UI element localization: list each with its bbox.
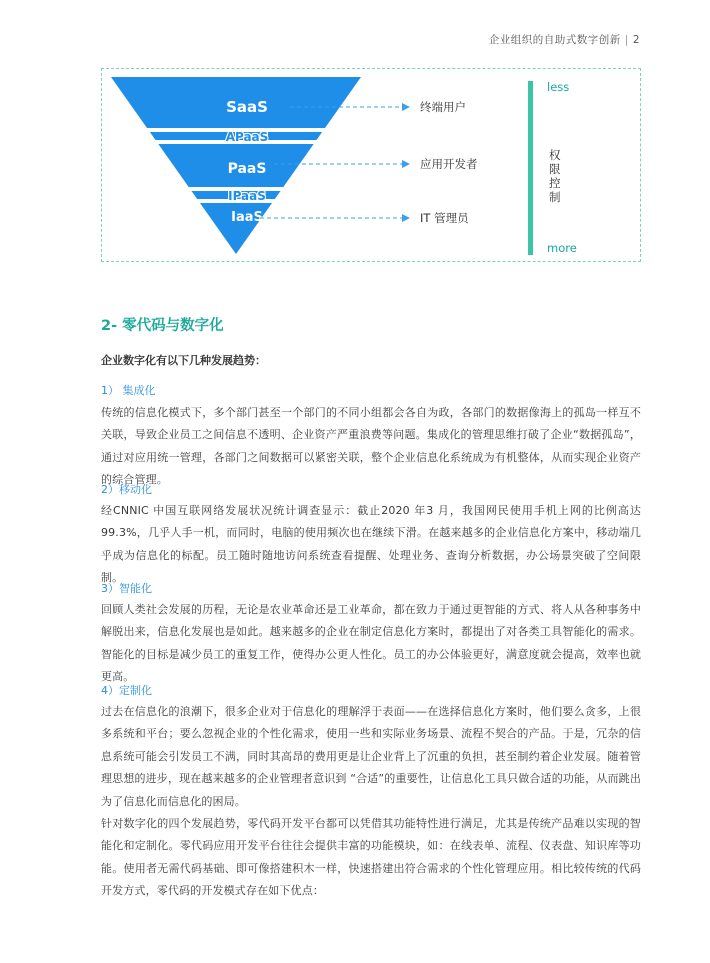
trend-heading-integration: 1） 集成化	[101, 384, 156, 397]
permission-control-label	[549, 148, 561, 204]
page-number: 2	[632, 34, 640, 46]
closing-paragraph: 针对数字化的四个发展趋势，零代码开发平台都可以凭借其功能特性进行满足，尤其是传统产品难以实现的智能化和定制化。零代码应用开发平台往往会提供丰富的功能模块，如：在线表单、流程、仪表盘、知识库等功能。使用者无需代码基础、即可像搭建积木一样，快速搭建出符合需求的个性化管理应用。相比较传统的代码开发方式，零代码的开发模式存在如下优点：	[101, 817, 641, 898]
page-header	[489, 32, 640, 47]
trend-heading-intelligent: 3）智能化	[101, 582, 152, 595]
inverted-pyramid-svg	[102, 69, 642, 263]
trend-text-intelligent: 回顾人类社会发展的历程，无论是农业革命还是工业革命，都在致力于通过更智能的方式、将人从各种事务中解脱出来，信息化发展也是如此。越来越多的企业在制定信息化方案时，都提出了对各类工具智能化的需求。智能化的目标是减少员工的重复工作，使得办公更人性化。员工的办公体验更好，满意度就会提高，效率也就更高。	[101, 603, 641, 684]
permission-control-char: 控	[549, 176, 561, 190]
layer-label-paas: PaaS	[227, 161, 267, 177]
permission-control-char: 限	[549, 162, 561, 176]
permission-scale-bar	[528, 81, 533, 255]
permission-control-char: 权	[549, 148, 561, 162]
target-label-end-user: 终端用户	[420, 100, 466, 114]
layer-label-ipaas: IPaaS	[228, 189, 266, 203]
trend-heading-mobile: 2）移动化	[101, 483, 152, 496]
target-label-developer: 应用开发者	[420, 157, 478, 171]
arrow-icon	[402, 214, 410, 222]
target-label-it-admin: IT 管理员	[420, 211, 469, 225]
section-lead: 企业数字化有以下几种发展趋势：	[101, 354, 266, 367]
cloud-layers-diagram	[101, 68, 641, 262]
arrow-icon	[402, 160, 410, 168]
trend-heading-custom: 4）定制化	[101, 684, 152, 697]
trend-text-integration: 传统的信息化模式下，多个部门甚至一个部门的不同小组都会各自为政，各部门的数据像海上的孤岛一样互不关联，导致企业员工之间信息不透明、企业资产严重浪费等问题。集成化的管理思维打破了企业“数据孤岛”，通过对应用统一管理，各部门之间数据可以紧密关联，整个企业信息化系统成为有机整体，从而实现企业资产的综合管理。	[101, 406, 641, 487]
trend-text-mobile: 经CNNIC 中国互联网络发展状况统计调查显示：截止2020 年3 月，我国网民使用手机上网的比例高达99.3%，几乎人手一机，而同时，电脑的使用频次也在继续下滑。在越来越多的企业信息化方案中，移动端几乎成为信息化的标配。员工随时随地访问系统查看提醒、处理业务、查询分析数据，办公场景突破了空间限制。	[101, 504, 641, 585]
layer-label-apaas: APaaS	[225, 130, 269, 144]
arrow-icon	[402, 103, 410, 111]
header-separator: |	[624, 34, 629, 46]
scale-bottom-label: more	[547, 241, 577, 255]
scale-top-label: less	[547, 80, 570, 94]
layer-label-saas: SaaS	[226, 98, 268, 116]
trend-text-custom: 过去在信息化的浪潮下，很多企业对于信息化的理解浮于表面——在选择信息化方案时，他们要么贪多，上很多系统和平台；要么忽视企业的个性化需求，使用一些和实际业务场景、流程不契合的产品。于是，冗杂的信息系统可能会引发员工不满，同时其高昂的费用更是让企业背上了沉重的负担，甚至制约着企业发展。随着管理思想的进步，现在越来越多的企业管理者意识到 “合适”的重要性，让信息化工具只做合适的功能，从而跳出为了信息化而信息化的困局。	[101, 705, 641, 808]
header-title: 企业组织的自助式数字创新	[488, 34, 621, 46]
section-title: 2- 零代码与数字化	[101, 318, 224, 334]
permission-control-char: 制	[549, 190, 561, 204]
layer-label-iaas: IaaS	[231, 210, 263, 225]
